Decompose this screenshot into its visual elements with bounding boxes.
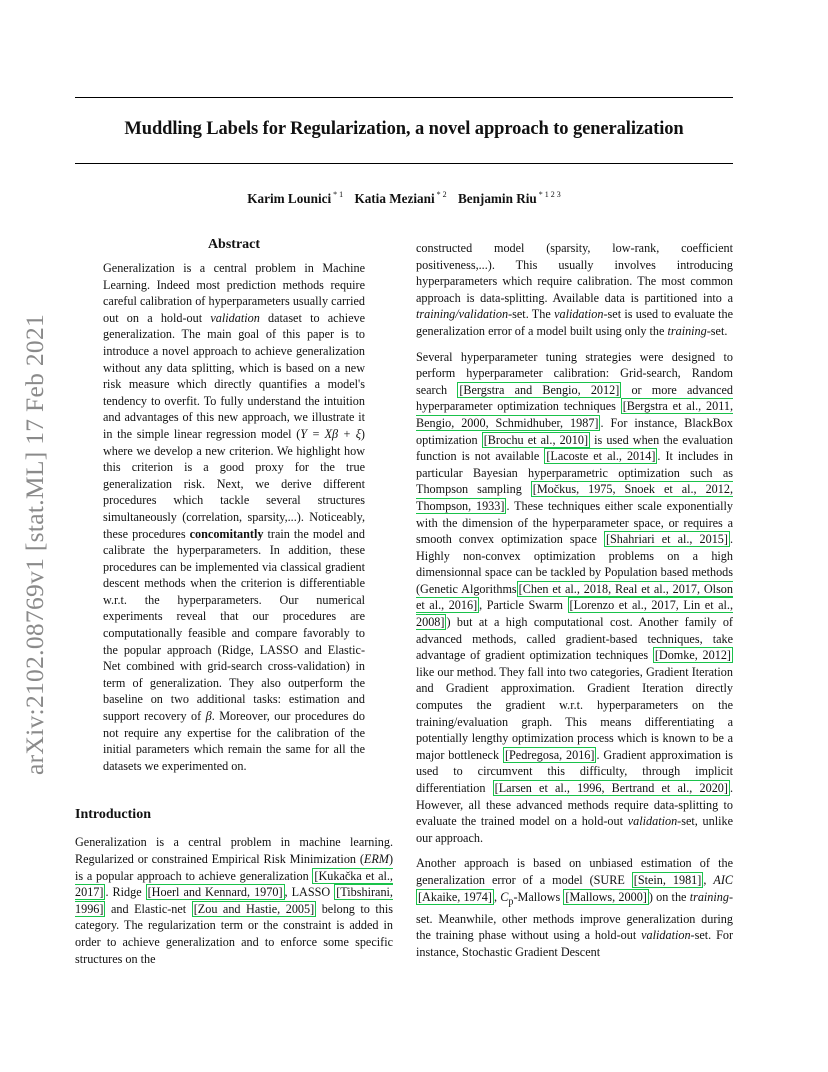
text: . However, all these advanced methods require data-splitting to evaluate the trained model on a hold-out (416, 781, 733, 829)
abstract-heading: Abstract (207, 237, 261, 252)
math-subscript: p (508, 896, 514, 907)
text: -set. Meanwhile, other methods improve generalization during the training phase without using a hold-out (416, 889, 734, 943)
text: and Elastic-net (105, 901, 192, 916)
abstract-body (103, 260, 365, 774)
text: -set. The (508, 307, 555, 322)
math: AIC (713, 872, 734, 887)
text: -Mallows (513, 889, 564, 904)
citation-link[interactable]: [Brochu et al., 2010] (483, 432, 589, 447)
body-paragraph (416, 240, 733, 340)
abstract-math: β (205, 709, 212, 724)
text: Generalization is a central problem in machine learning. Regularized or constrained Empirical Risk Minimization ( (75, 835, 393, 866)
intro-paragraph (75, 834, 393, 967)
citation-link[interactable]: [Zou and Hastie, 2005] (193, 901, 315, 916)
text: -set. For instance, Stochastic Gradient Descent (416, 928, 734, 959)
text: . Ridge (105, 885, 146, 900)
text: , (493, 889, 501, 904)
author-name: Benjamin Riu (457, 191, 537, 206)
author-list (75, 190, 733, 207)
author-name: Katia Meziani (354, 191, 435, 206)
body-paragraph (416, 349, 733, 847)
paper-title: Muddling Labels for Regularization, a novel approach to generalization (124, 119, 684, 139)
author (247, 191, 343, 206)
citation-link[interactable]: [Domke, 2012] (654, 648, 731, 663)
text: ) is a popular approach to achieve generalization (75, 852, 393, 883)
text: like our method. They fall into two categories, Gradient Iteration and Gradient approximation. Gradient Iteration directly computes the gradient w.r.t. hyperparameters on the training/evaluation graph. This means differentiating a potentially lengthy optimization process which is known to be a major bottleneck (416, 664, 733, 762)
abstract-text-segment: train the model and calibrate the hyperparameters. In addition, these procedures can be implemented via classical gradient descent methods when the criterion is differentiable w.r.t. the hyperparameters. Our numerical experiments reveal that our procedures are computationally feasible and compare favorably to the popular approach (Ridge, LASSO and Elastic-Net combined with grid-search cross-validation) in term of generalization. They also outperform the baseline on two additional tasks: estimation and support recovery of (103, 526, 365, 724)
text: Another approach is based on unbiased estimation of the generalization error of a model (SURE (416, 856, 733, 887)
emphasis: validation (554, 307, 604, 322)
math: validation (641, 928, 691, 943)
citation-link[interactable]: [Akaike, 1974] (418, 889, 492, 904)
abstract-text-segment: . Moreover, our procedures do not require any expertise for the calibration of the initial parameters which remain the same for all the datasets we experimented on. (103, 709, 365, 773)
author-affiliation: * 1 2 3 (538, 190, 561, 199)
math: ERM (363, 852, 389, 866)
text: . These techniques either scale exponentially with the dimension of the hyperparameter space, or requires a smooth convex optimization space (416, 498, 733, 547)
top-rule (75, 97, 733, 98)
citation-link[interactable]: [Larsen et al., 1996, Bertrand et al., 2020] (494, 781, 728, 795)
text: , (703, 872, 714, 887)
math: training (689, 889, 729, 904)
author-affiliation: * 2 (436, 190, 447, 199)
text: is used when the evaluation function is not available (416, 432, 733, 464)
text: constructed model (sparsity, low-rank, coefficient positiveness,...). This usually involves introducing hyperparameters which require calibration. The most common approach is data-splitting. Available data is partitioned into a (416, 241, 733, 305)
text: -set is used to evaluate the generalization error of a model built using only the (416, 307, 733, 338)
math: C (500, 889, 509, 904)
emphasis: training/validation (416, 307, 509, 322)
author (458, 191, 561, 206)
text: -set, unlike our approach. (416, 814, 733, 845)
text: Several hyperparameter tuning strategies were designed to perform hyperparameter calibration: Grid-search, Random search (416, 349, 733, 397)
citation-link[interactable]: [Chen et al., 2018, Real et al., 2017, Olson et al., 2016] (416, 581, 733, 613)
text: ) on the (648, 889, 690, 904)
text: -set. (706, 323, 728, 338)
text: , LASSO (284, 885, 335, 900)
citation-link[interactable]: [Lorenzo et al., 2017, Lin et al., 2008] (416, 598, 733, 630)
citation-link[interactable]: [Tibshirani, 1996] (75, 885, 393, 916)
citation-link[interactable]: [Pedregosa, 2016] (504, 747, 595, 762)
text: . Gradient approximation is used to circumvent this difficulty, through implicit differentiation (416, 747, 733, 795)
text: , Particle Swarm (479, 598, 568, 613)
arxiv-identifier: arXiv:2102.08769v1 [stat.ML] 17 Feb 2021 (20, 313, 49, 775)
author (354, 191, 446, 206)
introduction-heading: Introduction (75, 807, 151, 823)
citation-link[interactable]: [Stein, 1981] (633, 872, 702, 887)
abstract-bold: concomitantly (189, 526, 264, 541)
citation-link[interactable]: [Shahriari et al., 2015] (605, 532, 728, 547)
abstract-text-segment: ) where we develop a new criterion. We highlight how this criterion is a good proxy for the true generalization risk. Next, we derive different procedures which tackle several structures simultaneously (correlation, sparsity,...). Noticeably, these procedures (103, 426, 365, 541)
text: . It includes in particular Bayesian hyperparametric optimization such as Thompson sampling (416, 449, 733, 497)
citation-link[interactable]: [Bergstra et al., 2011, Bengio, 2000, Schmidhuber, 1987] (416, 399, 733, 430)
citation-link[interactable]: [Mallows, 2000] (565, 889, 647, 904)
abstract-text-segment: Generalization is a central problem in Machine Learning. Indeed most prediction methods require careful calibration of hyperparameters usually carried out on a hold-out (103, 261, 365, 325)
left-column (75, 236, 393, 976)
text: . For instance, BlackBox optimization (416, 415, 733, 447)
citation-link[interactable]: [Lacoste et al., 2014] (546, 449, 656, 464)
citation-link[interactable]: [Kukačka et al., 2017] (75, 868, 393, 900)
author-affiliation: * 1 (333, 190, 344, 199)
citation-link[interactable]: [Hoerl and Kennard, 1970] (147, 885, 283, 900)
text: belong to this category. The regularization term or the constraint is added in order to achieve generalization and to enforce some specific structures on the (75, 901, 394, 966)
citation-link[interactable]: [Močkus, 1975, Snoek et al., 2012, Thompson, 1933] (416, 482, 733, 513)
author-name: Karim Lounici (247, 191, 332, 206)
body-paragraph (416, 855, 733, 960)
citation-link[interactable]: [Bergstra and Bengio, 2012] (459, 382, 620, 397)
bottom-rule (75, 163, 733, 164)
abstract-emphasis: validation (210, 310, 260, 325)
emphasis: training (667, 323, 707, 338)
text: ) but at a high computational cost. Another family of advanced methods, called gradient-based techniques, take advantage of gradient optimization techniques (416, 615, 733, 663)
abstract-math: Y = Xβ + ξ (300, 426, 361, 441)
text: or more advanced hyperparameter optimization techniques (416, 382, 734, 414)
text: . Highly non-convex optimization problems on a high dimensionnal space can be tackled by Population based methods (Genetic Algorithms (416, 532, 733, 596)
math: validation (627, 814, 678, 829)
right-column (416, 240, 733, 969)
abstract-text-segment: dataset to achieve generalization. The main goal of this paper is to introduce a novel approach to achieve generalization without any data splitting, which is based on a new risk measure which directly quantifies a model's tendency to overfit. To fully understand the intuition and advantages of this new approach, we illustrate it in the simple linear regression model ( (103, 310, 365, 441)
